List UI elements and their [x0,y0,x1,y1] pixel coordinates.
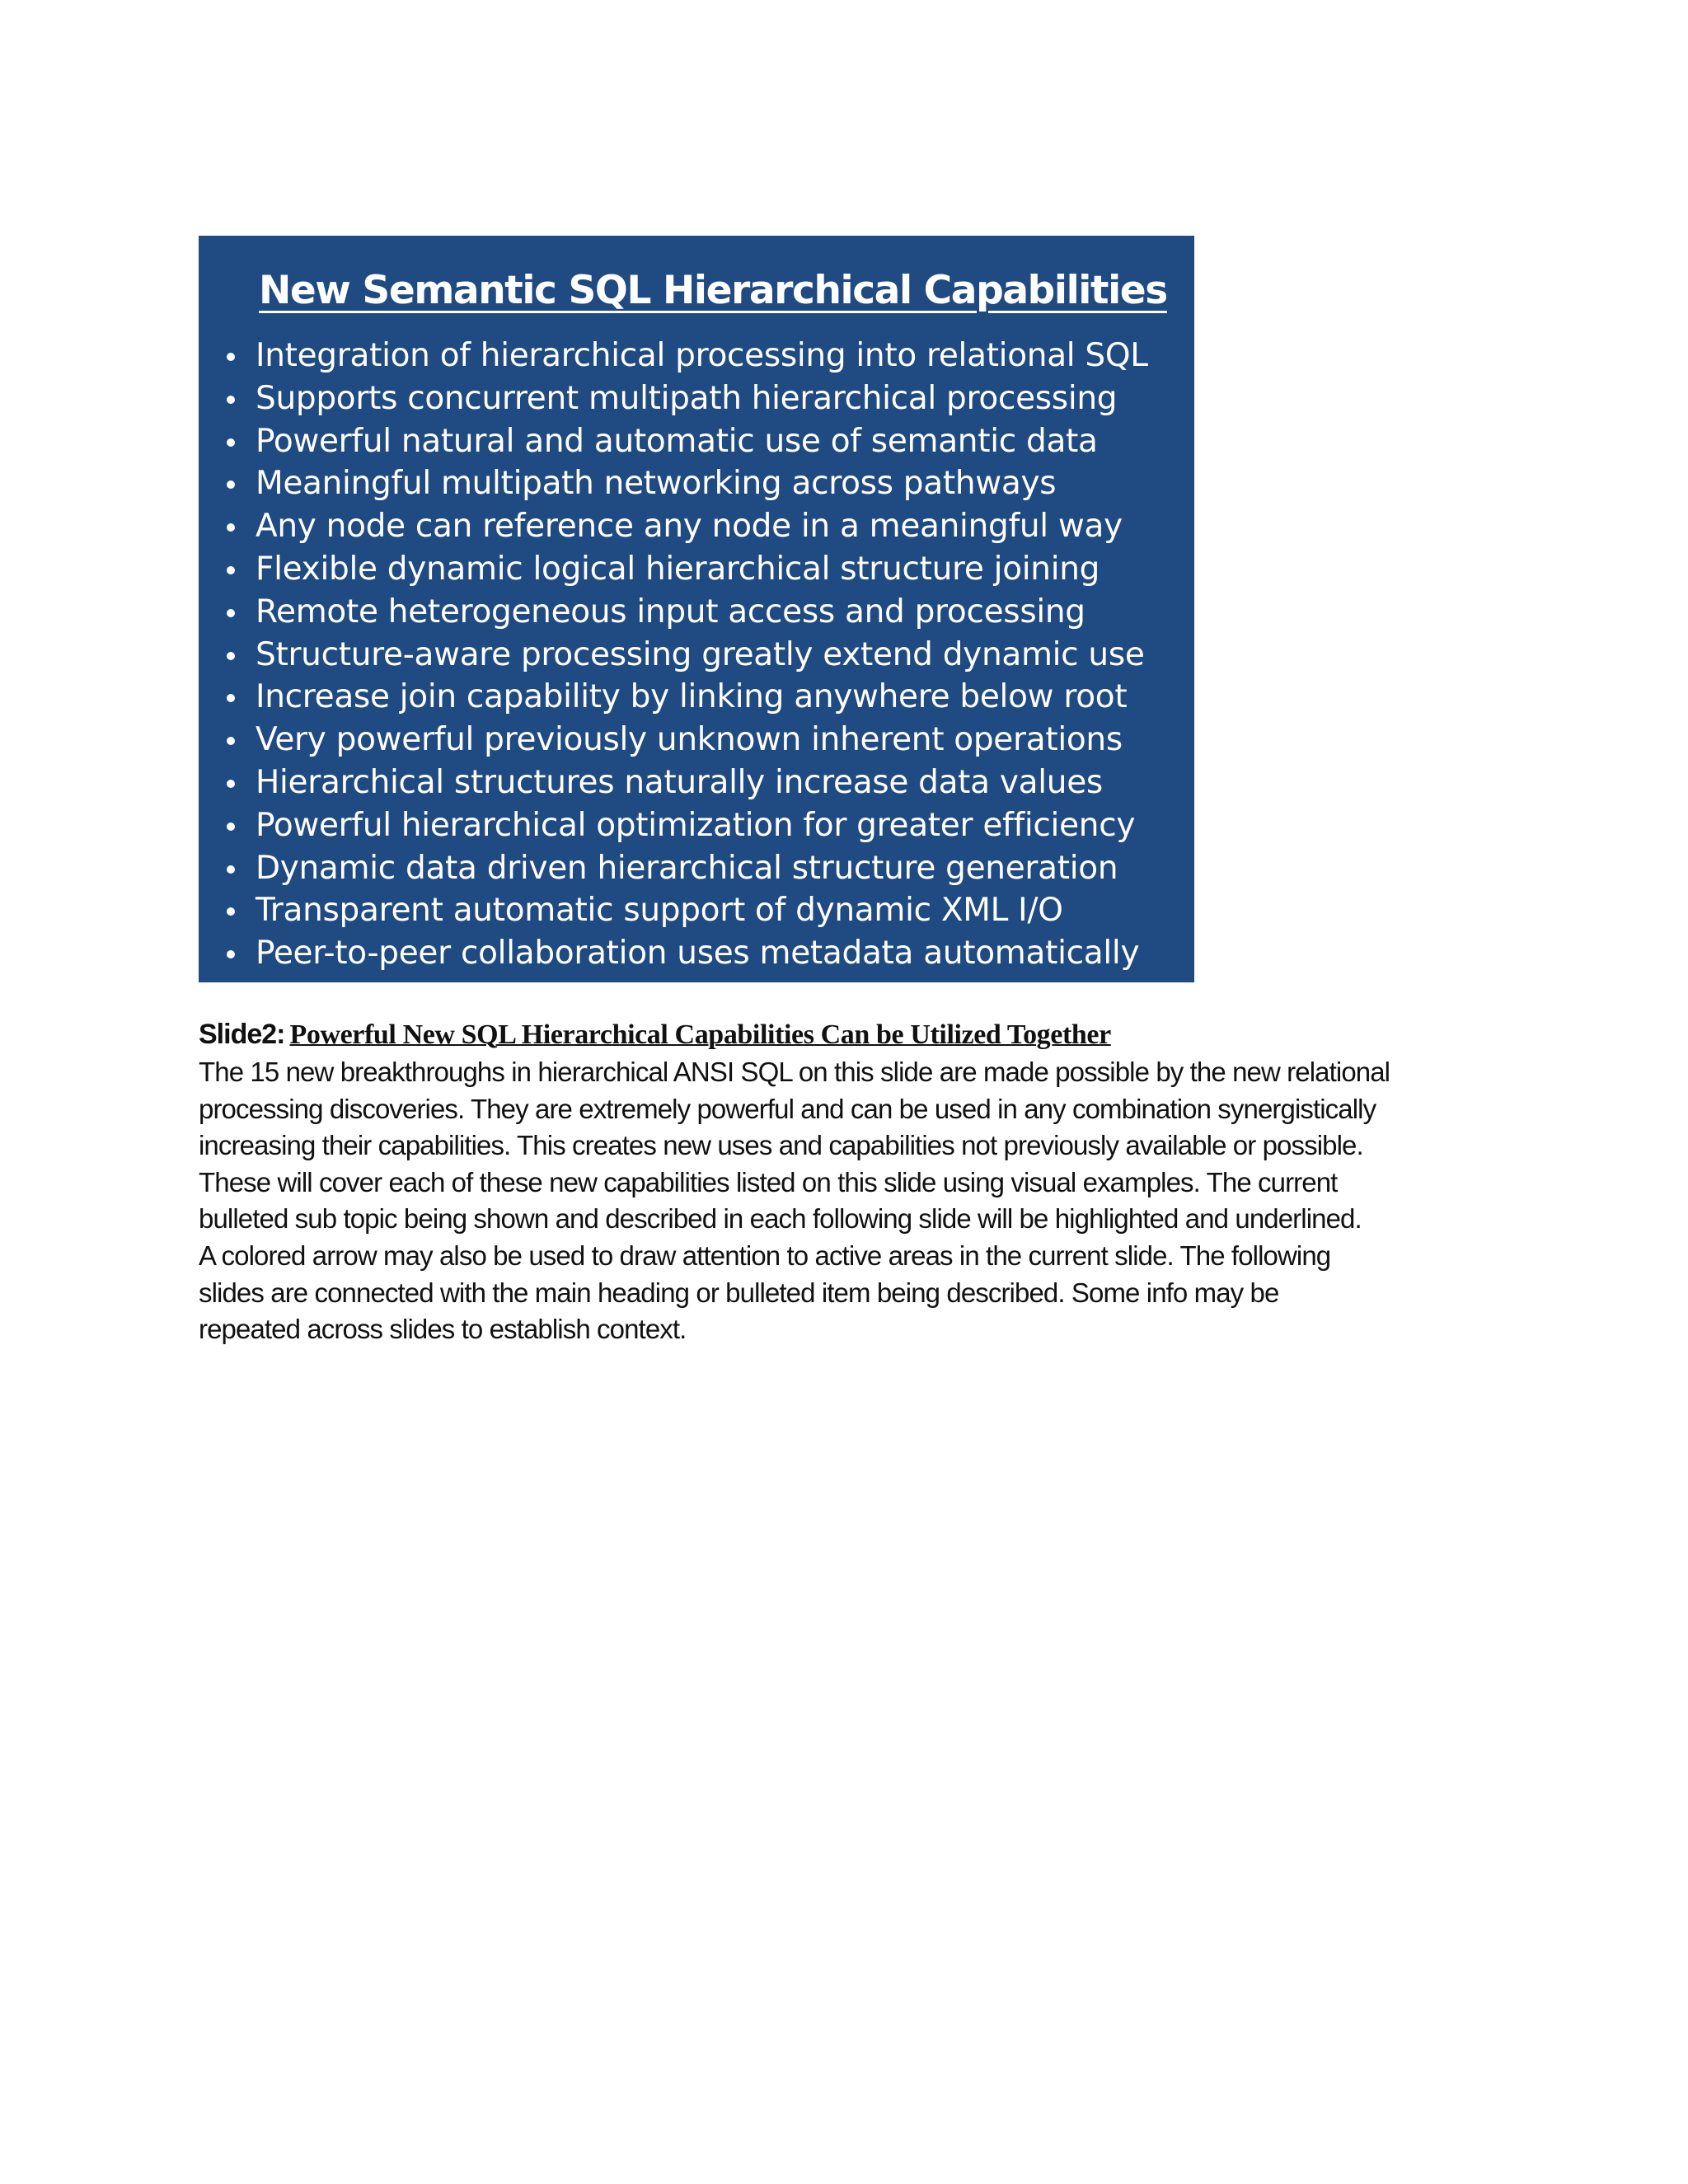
bullet-dot-icon [227,566,235,574]
bullet-dot-icon [227,353,235,361]
slide-image [199,236,1194,982]
bullet-dot-icon [227,865,235,874]
bullet-item [199,719,1194,762]
notes-line: slides are connected with the main heading or bulleted item being described. Some info may be [199,1277,1279,1308]
bullet-text: Powerful hierarchical optimization for greater efficiency [256,806,1136,844]
bullet-item [199,335,1194,377]
bullet-dot-icon [227,480,235,489]
bullet-item [199,505,1194,548]
notes-line: The 15 new breakthroughs in hierarchical ANSI SQL on this slide are made possible by the new relational [199,1057,1390,1087]
bullet-text: Structure-aware processing greatly extend dynamic use [256,635,1145,673]
capabilities-list [199,335,1194,975]
bullet-item [199,676,1194,719]
bullet-dot-icon [227,523,235,532]
notes-body [199,1054,1517,1348]
notes-line: bulleted sub topic being shown and described in each following slide will be highlighted and underlined. [199,1203,1362,1235]
bullet-dot-icon [227,907,235,916]
bullet-dot-icon [227,652,235,660]
bullet-text: Remote heterogeneous input access and processing [256,593,1085,630]
bullet-dot-icon [227,694,235,702]
notes-line: repeated across slides to establish context. [199,1314,687,1345]
bullet-dot-icon [227,438,235,447]
bullet-dot-icon [227,823,235,831]
notes-line: A colored arrow may also be used to draw attention to active areas in the current slide. The following [199,1240,1331,1271]
notes-title: Powerful New SQL Hierarchical Capabilities Can be Utilized Together [289,1019,1111,1050]
bullet-text: Dynamic data driven hierarchical structure generation [256,849,1118,887]
bullet-item [199,420,1194,463]
bullet-dot-icon [227,780,235,788]
bullet-item [199,932,1194,975]
bullet-item [199,762,1194,804]
slide-title: New Semantic SQL Hierarchical Capabilities [259,268,1167,313]
bullet-text: Peer-to-peer collaboration uses metadata automatically [256,935,1140,972]
bullet-text: Hierarchical structures naturally increase data values [256,763,1103,801]
bullet-dot-icon [227,609,235,617]
bullet-text: Meaningful multipath networking across pathways [256,465,1057,503]
notes-slide-label: Slide2: [199,1019,285,1050]
bullet-dot-icon [227,396,235,404]
bullet-text: Supports concurrent multipath hierarchical processing [256,379,1118,417]
notes-line: processing discoveries. They are extremely powerful and can be used in any combination synergistically [199,1093,1376,1124]
bullet-item [199,804,1194,847]
bullet-text: Powerful natural and automatic use of semantic data [256,422,1098,460]
bullet-item [199,377,1194,420]
notes-heading [199,1015,1517,1054]
notes-line: increasing their capabilities. This creates new uses and capabilities not previously available or possible. [199,1130,1363,1161]
bullet-text: Increase join capability by linking anywhere below root [256,678,1128,716]
bullet-dot-icon [227,950,235,958]
speaker-notes [199,1015,1517,1348]
bullet-item [199,847,1194,890]
bullet-dot-icon [227,737,235,745]
bullet-item [199,548,1194,591]
bullet-text: Transparent automatic support of dynamic XML I/O [256,892,1063,930]
notes-line: These will cover each of these new capabilities listed on this slide using visual examples. The current [199,1166,1338,1197]
bullet-text: Very powerful previously unknown inherent operations [256,721,1123,759]
bullet-text: Any node can reference any node in a meaningful way [256,508,1123,546]
bullet-item [199,634,1194,677]
bullet-text: Integration of hierarchical processing into relational SQL [256,337,1148,374]
bullet-text: Flexible dynamic logical hierarchical structure joining [256,550,1100,588]
bullet-item [199,889,1194,932]
bullet-item [199,591,1194,634]
bullet-item [199,462,1194,505]
